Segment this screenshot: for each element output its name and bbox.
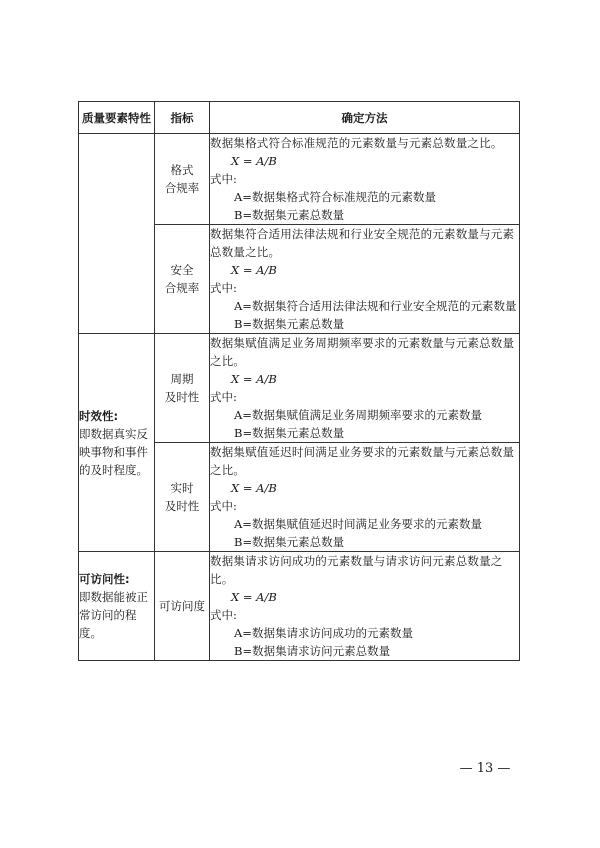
- method-def-b: B=数据集元素总数量: [234, 317, 345, 331]
- feature-cell: [79, 334, 155, 552]
- indicator-cell: [155, 443, 210, 552]
- method-def-b: B=数据集元素总数量: [234, 208, 345, 222]
- feature-cell: [79, 134, 155, 334]
- method-where: 式中:: [210, 390, 237, 404]
- method-where: 式中:: [210, 281, 237, 295]
- table-row: [79, 552, 520, 661]
- indicator-line: 实时: [170, 481, 194, 495]
- header-method: 确定方法: [210, 102, 520, 134]
- indicator-line: 周期: [170, 372, 194, 386]
- method-formula: X = A/B: [231, 263, 277, 277]
- indicator-line: 格式: [170, 163, 194, 177]
- header-feature: 质量要素特性: [79, 102, 155, 134]
- indicator-line: 合规率: [164, 281, 200, 295]
- method-def-a: A=数据集赋值延迟时间满足业务要求的元素数量: [234, 517, 482, 531]
- indicator-line: 合规率: [164, 181, 200, 195]
- quality-table: [78, 101, 520, 661]
- feature-desc: 即数据能被正常访问的程度。: [79, 590, 148, 640]
- page-number: — 13 —: [459, 761, 511, 776]
- method-def-a: A=数据集格式符合标准规范的元素数量: [234, 190, 436, 204]
- feature-cell: [79, 552, 155, 661]
- indicator-line: 安全: [170, 263, 194, 277]
- table-row: [79, 334, 520, 443]
- method-def-b: B=数据集请求访问元素总数量: [234, 644, 391, 658]
- method-def-b: B=数据集元素总数量: [234, 426, 345, 440]
- indicator-line: 及时性: [164, 390, 200, 404]
- indicator-line: 及时性: [164, 499, 200, 513]
- header-indicator: 指标: [155, 102, 210, 134]
- method-formula: X = A/B: [231, 372, 277, 386]
- method-def-a: A=数据集符合适用法律法规和行业安全规范的元素数量: [234, 299, 517, 313]
- indicator-cell: [155, 225, 210, 334]
- method-cell: [210, 225, 520, 334]
- method-formula: X = A/B: [231, 154, 277, 168]
- feature-desc: 即数据真实反映事物和事件的及时程度。: [79, 426, 148, 477]
- method-def-a: A=数据集赋值满足业务周期频率要求的元素数量: [234, 408, 482, 422]
- method-cell: [210, 134, 520, 225]
- table-row: [79, 134, 520, 225]
- indicator-cell: [155, 334, 210, 443]
- indicator-line: 可访问度: [159, 599, 205, 613]
- indicator-cell: [155, 552, 210, 661]
- table-header-row: [79, 102, 520, 134]
- method-description: 数据集格式符合标准规范的元素数量与元素总数量之比。: [210, 136, 503, 150]
- method-def-a: A=数据集请求访问成功的元素数量: [234, 626, 413, 640]
- method-description: 数据集请求访问成功的元素数量与请求访问元素总数量之比。: [210, 554, 503, 586]
- feature-title: 时效性:: [79, 408, 119, 423]
- method-formula: X = A/B: [231, 481, 277, 495]
- method-description: 数据集赋值延迟时间满足业务要求的元素数量与元素总数量之比。: [210, 445, 515, 477]
- method-cell: [210, 552, 520, 661]
- method-cell: [210, 443, 520, 552]
- method-formula: X = A/B: [231, 590, 277, 604]
- feature-title: 可访问性:: [79, 572, 130, 586]
- method-description: 数据集符合适用法律法规和行业安全规范的元素数量与元素总数量之比。: [210, 227, 515, 259]
- method-cell: [210, 334, 520, 443]
- method-def-b: B=数据集元素总数量: [234, 535, 345, 549]
- method-where: 式中:: [210, 608, 237, 622]
- indicator-cell: [155, 134, 210, 225]
- method-where: 式中:: [210, 499, 237, 513]
- method-description: 数据集赋值满足业务周期频率要求的元素数量与元素总数量之比。: [210, 336, 515, 368]
- method-where: 式中:: [210, 172, 237, 186]
